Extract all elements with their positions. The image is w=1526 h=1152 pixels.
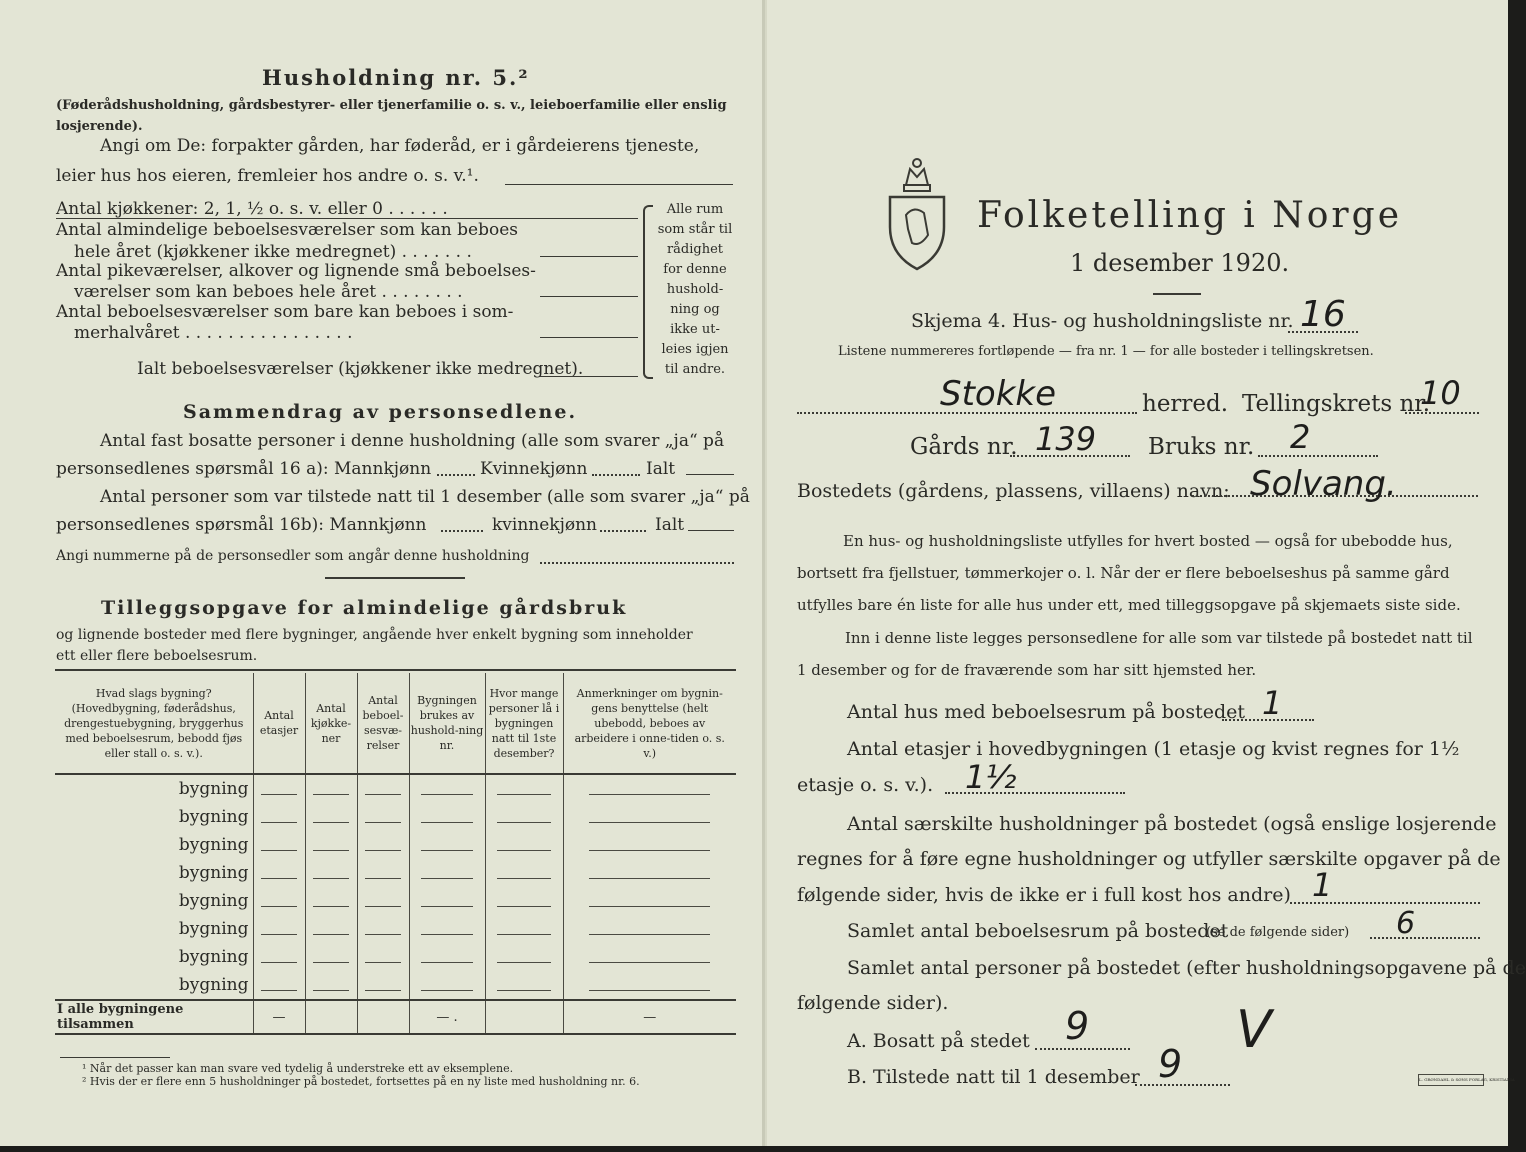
resident-value: 9 xyxy=(1065,1004,1090,1048)
households-line-2: regnes for å føre egne husholdninger og utfyller særskilte opgaver på de xyxy=(797,848,1501,870)
answer-total-1 xyxy=(686,474,734,475)
answer-female-2 xyxy=(600,530,646,532)
table-row: bygning xyxy=(55,887,736,915)
instruction-4: Inn i denne liste legges personsedlene for alle som var tilstede på bostedet natt til xyxy=(845,629,1473,647)
question-rooms-2: hele året (kjøkkener ikke medregnet) . . . . . . . xyxy=(74,242,472,262)
summary-q2-line2: personsedlenes spørsmål 16b): Mannkjønn xyxy=(56,515,427,535)
rooms-note: (se de følgende sider) xyxy=(1206,925,1350,940)
printer-stamp: L. GRØNDAHL & SØNS FORLAG, KRISTIANIA xyxy=(1418,1074,1484,1086)
side-note: Alle rum som står til rådighet for denne hushold- ning og ikke ut- leies igjen til andre. xyxy=(657,202,733,377)
persons-line-2: følgende sider). xyxy=(797,992,949,1014)
present-label: B. Tilstede natt til 1 desember xyxy=(847,1066,1140,1088)
table-total-row: I alle bygningene tilsammen — — . — xyxy=(55,1000,736,1034)
holding-number-line xyxy=(1258,455,1378,457)
table-row: bygning xyxy=(55,971,736,1000)
summary-q2-line1: Antal personer som var tilstede natt til 1 desember (alle som svarer „ja“ på xyxy=(100,487,750,507)
instruction-3: utfylles bare én liste for alle hus under ett, med tilleggsopgave på skjemaets siste side. xyxy=(797,596,1461,614)
divider xyxy=(325,577,465,579)
households-line-1: Antal særskilte husholdninger på bostedet (også enslige losjerende xyxy=(847,813,1497,835)
answer-line-intro xyxy=(505,184,733,185)
header-remarks: Anmerkninger om bygnin-gens benyttelse (helt ubebodd, beboes av arbeidere i onne-tiden o. s. v.) xyxy=(563,673,736,774)
summary-q1-total: Ialt xyxy=(646,459,676,479)
supplement-title: Tilleggsopgave for almindelige gårdsbruk xyxy=(101,597,628,619)
question-intro-2: leier hus hos eieren, fremleier hos andre o. s. v.¹. xyxy=(56,166,479,186)
place-name-label: Bostedets (gårdens, plassens, villaens) navn: xyxy=(797,480,1230,502)
floors-value: 1½ xyxy=(965,758,1017,796)
municipality-label: herred. xyxy=(1142,391,1229,417)
farm-number-label: Gårds nr. xyxy=(910,434,1018,460)
summary-q1-line2: personsedlenes spørsmål 16 a): Mannkjønn xyxy=(56,459,432,479)
district-label: Tellingskrets nr. xyxy=(1242,391,1431,417)
coat-of-arms-icon xyxy=(884,155,950,273)
header-rooms: Antal beboel-sesvæ-relser xyxy=(357,673,409,774)
persons-line-1: Samlet antal personer på bostedet (efter husholdningsopgavene på de xyxy=(847,957,1526,979)
farm-number-value: 139 xyxy=(1035,420,1097,458)
houses-label: Antal hus med beboelsesrum på bostedet xyxy=(847,701,1246,723)
table-row: bygning xyxy=(55,803,736,831)
municipality-line xyxy=(797,412,1137,414)
schema-number: 16 xyxy=(1300,294,1346,335)
district-value: 10 xyxy=(1420,374,1461,412)
table-row: bygning xyxy=(55,943,736,971)
table-row: bygning xyxy=(55,859,736,887)
district-line xyxy=(1405,412,1479,414)
answer-female-1 xyxy=(592,474,640,476)
answer-line-small-rooms xyxy=(540,296,638,297)
check-mark: V xyxy=(1236,1000,1272,1060)
question-small-rooms-2: værelser som kan beboes hele året . . . . . . . . xyxy=(74,282,463,302)
supplement-sub-1: og lignende bosteder med flere bygninger, angående hver enkelt bygning som inneholder xyxy=(56,627,693,643)
numbering-note: Listene nummereres fortløpende — fra nr. 1 — for alle bosteder i tellingskretsen. xyxy=(838,344,1374,359)
resident-line xyxy=(1035,1048,1130,1050)
table-top-rule xyxy=(55,669,736,671)
summary-q3: Angi nummerne på de personsedler som angår denne husholdning xyxy=(56,548,530,564)
question-total-rooms: Ialt beboelsesværelser (kjøkkener ikke medregnet). xyxy=(137,359,584,379)
place-name-line xyxy=(1192,495,1478,497)
table-row: bygning xyxy=(55,915,736,943)
question-rooms-1: Antal almindelige beboelsesværelser som kan beboes xyxy=(56,220,518,240)
footnote-1: ¹ Når det passer kan man svare ved tydelig å understreke ett av eksemplene. xyxy=(82,1062,514,1075)
answer-line-total-rooms xyxy=(540,376,638,377)
table-header-row xyxy=(55,673,736,774)
header-building-type: Hvad slags bygning? (Hovedbygning, føderådshus, drengestuebygning, bryggerhus med beboelsesrum, bebodd fjøs eller stall o. s. v.). xyxy=(55,673,253,774)
houses-value: 1 xyxy=(1262,684,1283,722)
answer-total-2 xyxy=(688,530,734,531)
table-row: bygning xyxy=(55,774,736,803)
present-value: 9 xyxy=(1158,1042,1183,1086)
census-title: Folketelling i Norge xyxy=(977,195,1402,236)
holding-number-label: Bruks nr. xyxy=(1148,434,1255,460)
summary-q2-female: kvinnekjønn xyxy=(492,515,598,535)
question-intro-1: Angi om De: forpakter gården, har føderåd, er i gårdeierens tjeneste, xyxy=(100,136,700,156)
header-household: Bygningen brukes av hushold-ning nr. xyxy=(409,673,485,774)
present-line xyxy=(1135,1084,1230,1086)
floors-line-1: Antal etasjer i hovedbygningen (1 etasje og kvist regnes for 1½ xyxy=(847,738,1460,760)
header-kitchens: Antal kjøkke-ner xyxy=(305,673,357,774)
household-title: Husholdning nr. 5.² xyxy=(262,65,530,90)
question-summer-rooms-2: merhalvåret . . . . . . . . . . . . . . . . xyxy=(74,323,353,343)
instruction-1: En hus- og husholdningsliste utfylles for hvert bosted — også for ubebodde hus, xyxy=(843,532,1453,550)
footnote-2: ² Hvis der er flere enn 5 husholdninger på bostedet, fortsettes på en ny liste med husholdning nr. 6. xyxy=(82,1075,640,1088)
farm-number-line xyxy=(1010,455,1130,457)
summary-title: Sammendrag av personsedlene. xyxy=(183,401,578,423)
footnote-divider xyxy=(60,1057,170,1058)
supplement-sub-2: ett eller flere beboelsesrum. xyxy=(56,648,258,664)
rooms-value: 6 xyxy=(1396,906,1416,941)
page-fold-shadow xyxy=(765,0,767,1146)
summary-q1-line1: Antal fast bosatte personer i denne husholdning (alle som svarer „ja“ på xyxy=(100,431,725,451)
holding-number-value: 2 xyxy=(1290,418,1311,456)
schema-number-line xyxy=(1288,331,1358,333)
rooms-label: Samlet antal beboelsesrum på bostedet xyxy=(847,920,1229,942)
place-name-value: Solvang. xyxy=(1250,464,1397,504)
floors-line-2: etasje o. s. v.). xyxy=(797,774,934,796)
answer-male-2 xyxy=(441,530,483,532)
brace xyxy=(643,205,653,379)
summary-q2-total: Ialt xyxy=(655,515,685,535)
answer-line-kitchens xyxy=(56,218,638,219)
houses-line xyxy=(1222,719,1314,721)
answer-numbers xyxy=(540,562,734,564)
question-small-rooms-1: Antal pikeværelser, alkover og lignende små beboelses- xyxy=(56,261,536,281)
question-kitchens: Antal kjøkkener: 2, 1, ½ o. s. v. eller 0 . . . . . . xyxy=(56,199,448,219)
rooms-line xyxy=(1370,937,1480,939)
answer-line-rooms xyxy=(540,256,638,257)
answer-line-summer-rooms xyxy=(540,337,638,338)
floors-line xyxy=(945,792,1125,794)
households-line xyxy=(1290,902,1480,904)
answer-male-1 xyxy=(437,474,475,476)
schema-label: Skjema 4. Hus- og husholdningsliste nr. xyxy=(911,310,1294,332)
resident-label: A. Bosatt på stedet xyxy=(847,1030,1030,1052)
census-date: 1 desember 1920. xyxy=(1070,249,1290,277)
summary-q1-female: Kvinnekjønn xyxy=(480,459,588,479)
households-line-3: følgende sider, hvis de ikke er i full kost hos andre) xyxy=(797,884,1291,906)
households-value: 1 xyxy=(1312,866,1333,904)
instruction-5: 1 desember og for de fraværende som har sitt hjemsted her. xyxy=(797,661,1257,679)
header-floors: Antal etasjer xyxy=(253,673,305,774)
household-subtitle: (Føderådshusholdning, gårdsbestyrer- eller tjenerfamilie o. s. v., leieboerfamilie eller enslig losjerende). xyxy=(56,98,727,134)
question-summer-rooms-1: Antal beboelsesværelser som bare kan beboes i som- xyxy=(56,302,514,322)
instruction-2: bortsett fra fjellstuer, tømmerkojer o. l. Når der er flere beboelseshus på samme gård xyxy=(797,564,1450,582)
table-row: bygning xyxy=(55,831,736,859)
municipality-value: Stokke xyxy=(940,374,1057,414)
title-divider xyxy=(1153,293,1201,295)
building-table xyxy=(55,673,736,1035)
header-persons: Hvor mange personer lå i bygningen natt til 1ste desember? xyxy=(485,673,563,774)
